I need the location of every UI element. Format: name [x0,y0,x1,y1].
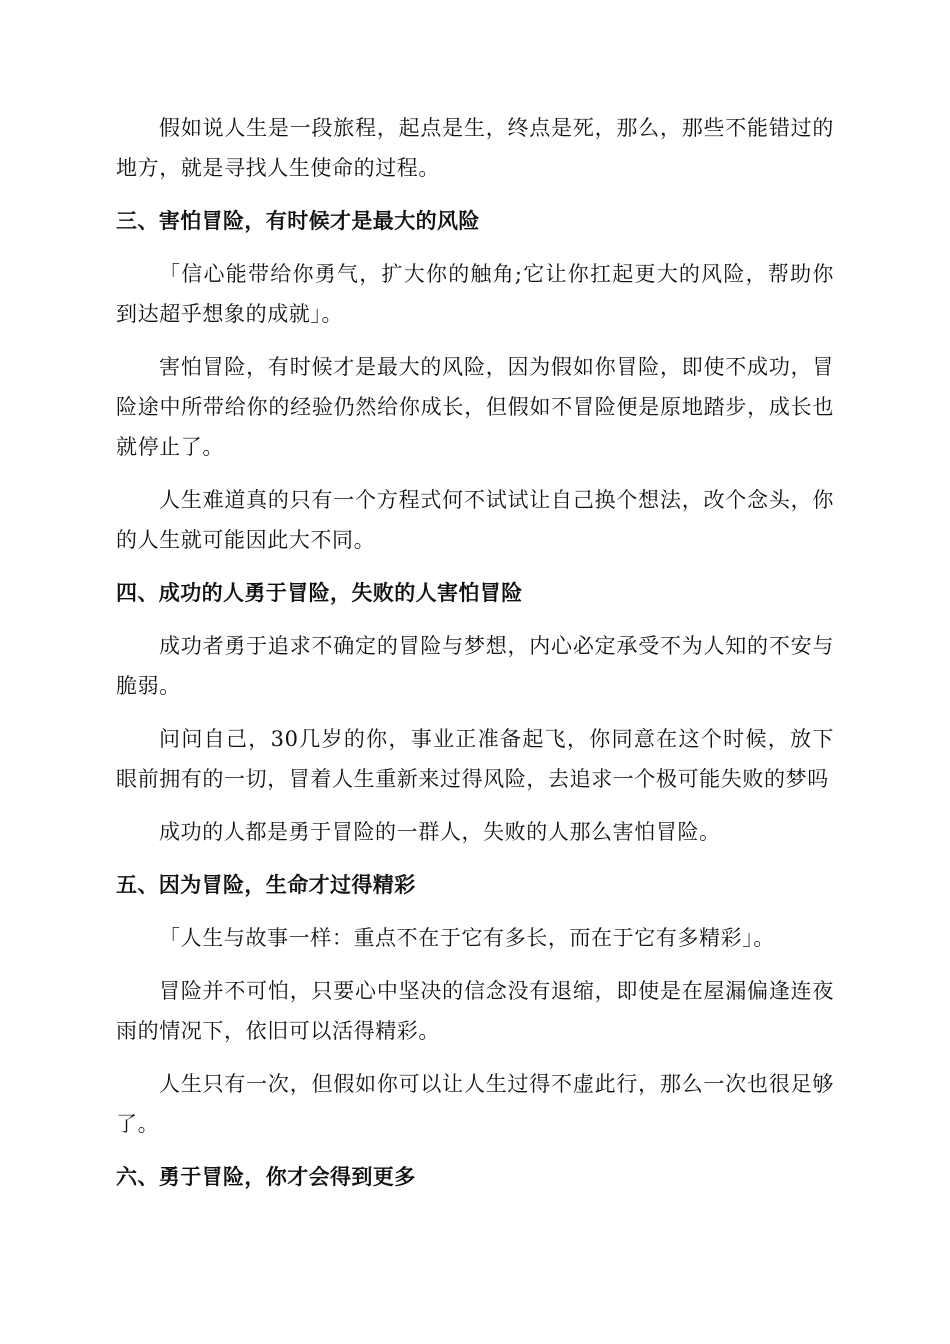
paragraph: 冒险并不可怕，只要心中坚决的信念没有退缩，即使是在屋漏偏逢连夜雨的情况下，依旧可以活得精彩。 [116,979,834,1043]
section-heading-4: 四、成功的人勇于冒险，失败的人害怕冒险 [116,581,523,605]
paragraph: 人生难道真的只有一个方程式何不试试让自己换个想法，改个念头，你的人生就可能因此大不同。 [116,488,834,552]
paragraph: 成功的人都是勇于冒险的一群人，失败的人那么害怕冒险。 [159,820,721,844]
paragraph: 问问自己，30几岁的你，事业正准备起飞，你同意在这个时候，放下眼前拥有的一切，冒着人生重新来过得风险，去追求一个极可能失败的梦吗 [116,727,834,791]
paragraph: 害怕冒险，有时候才是最大的风险，因为假如你冒险，即使不成功，冒险途中所带给你的经验仍然给你成长，但假如不冒险便是原地踏步，成长也就停止了。 [116,355,834,459]
section-heading-6: 六、勇于冒险，你才会得到更多 [116,1165,416,1189]
document-page [116,108,834,1197]
paragraph: 假如说人生是一段旅程，起点是生，终点是死，那么，那些不能错过的地方，就是寻找人生使命的过程。 [116,116,834,180]
paragraph: 人生只有一次，但假如你可以让人生过得不虚此行，那么一次也很足够了。 [116,1072,834,1136]
quote-paragraph: 「信心能带给你勇气，扩大你的触角;它让你扛起更大的风险，帮助你到达超乎想象的成就」。 [116,262,834,326]
section-heading-3: 三、害怕冒险，有时候才是最大的风险 [116,209,480,233]
section-heading-5: 五、因为冒险，生命才过得精彩 [116,873,416,897]
paragraph: 成功者勇于追求不确定的冒险与梦想，内心必定承受不为人知的不安与脆弱。 [116,634,834,698]
quote-paragraph: 「人生与故事一样：重点不在于它有多长，而在于它有多精彩」。 [159,926,775,950]
